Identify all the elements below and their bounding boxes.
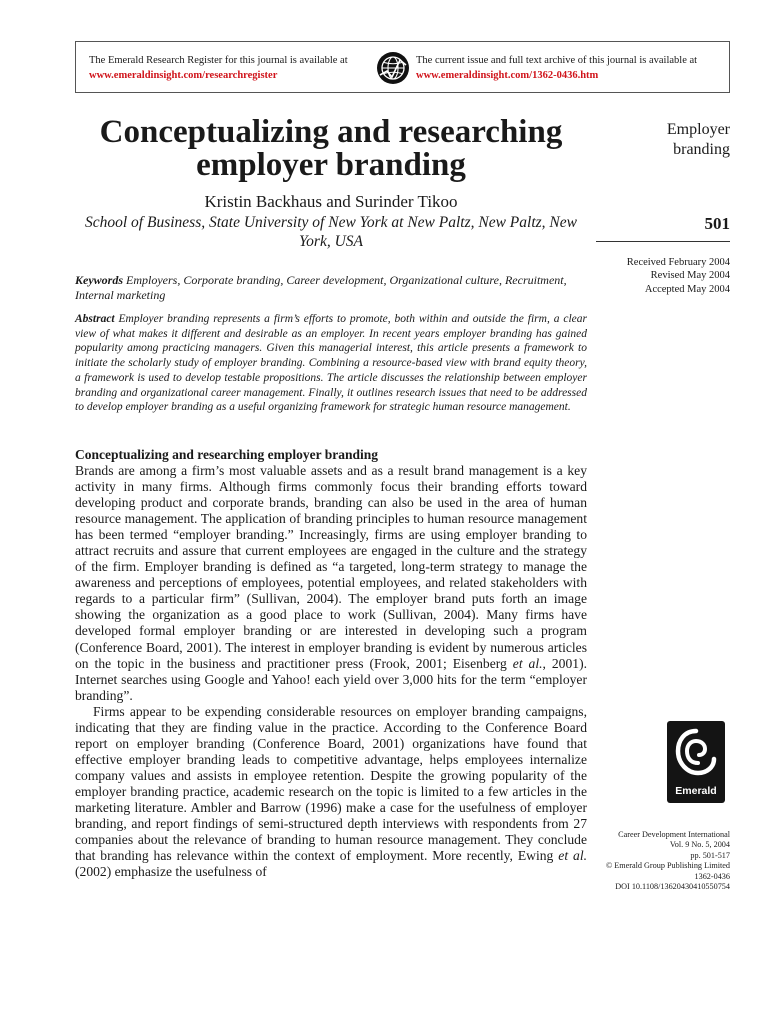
p1-part-a: Brands are among a firm’s most valuable assets and as a result brand management is a key activity in many firms. Although firms commonly focus their branding efforts toward developing product and corporate brands, branding can also be used in the area of human resource management. The application of branding principles to human resource management has been termed “employer branding.” Increasingly, firms are using employer branding to attract recruits and assure that current employees are engaged in the culture and the strategy of the firm. Employer branding is defined as “a targeted, long-term strategy to manage the awareness and perceptions of employees, potential employees, and related stakeholders with regards to a particular firm” (Sullivan, 2004). The employer brand puts forth an image showing the organization as a good place to work (Sullivan, 2004). Many firms have developed formal employer branding or are interested in developing such a program (Conference Board, 2001). The interest in employer branding is evident by numerous articles on the topic in the business and practitioner press (Frook, 2001; Eisenberg [75,463,587,671]
citation-info [606,830,730,892]
revised-date: Revised May 2004 [650,270,730,282]
keywords-block [75,273,587,303]
p1-part-b: , 2001). Internet searches using Google and Yahoo! each yield over 3,000 hits for the term “employer branding”. [75,655,587,703]
globe-icon [376,51,410,85]
section-heading: Conceptualizing and researching employer branding [75,447,379,462]
issue-archive-text: The current issue and full text archive of this journal is available at [416,55,698,66]
research-register-link[interactable]: www.emeraldinsight.com/researchregister [89,70,278,81]
emerald-swirl-icon [675,727,717,783]
journal-name: Career Development International [618,830,730,839]
p2-part-b: (2002) emphasize the usefulness of [75,864,267,880]
paragraph-1 [75,463,587,704]
keywords-text: Employers, Corporate branding, Career development, Organizational culture, Recruitment, Internal marketing [75,273,567,302]
paragraph-2 [75,704,587,881]
issue-archive-notice [416,53,697,83]
emerald-logo-text: Emerald [675,785,717,797]
issn: 1362-0436 [694,871,730,881]
article-authors: Kristin Backhaus and Surinder Tikoo [204,192,458,211]
research-register-text: The Emerald Research Register for this journal is available at [89,55,348,66]
research-register-notice [89,53,348,83]
abstract-block [75,312,587,415]
sidebar-divider [596,241,730,242]
accepted-date: Accepted May 2004 [644,283,730,295]
author-affiliation: School of Business, State University of New York at New Paltz, New Paltz, New York, USA [85,214,577,250]
abstract-label: Abstract [75,313,115,325]
copyright: © Emerald Group Publishing Limited [605,861,730,871]
doi: DOI 10.1108/13620430410550754 [615,882,730,892]
received-date: Received February 2004 [626,257,730,268]
running-title [667,120,730,160]
p2-etal: et al. [558,848,587,864]
running-title-line1: Employer [666,121,730,138]
p2-part-a: Firms appear to be expending considerable resources on employer branding campaigns, indicating that they are finding value in the practice. According to the Conference Board report on employer branding (Conference Board, 2001) organizations have found that effective employer branding leads to competitive advantage, helps employees internalize company values and assists in employee retention. Despite the growing popularity of the employer branding practice, academic research on the topic is limited to a few articles in the marketing literature. Ambler and Barrow (1996) make a case for the usefulness of employer branding, and report findings of semi-structured depth interviews with respondents from 27 companies about the relevance of branding to human resource management. They conclude that branding has relevance within the context of employment. More recently, Ewing [75,703,587,864]
keywords-label: Keywords [75,273,123,287]
article-title: Conceptualizing and researching employer branding [99,114,563,183]
emerald-logo [667,721,725,803]
page-number: 501 [704,214,730,233]
body-text [75,463,587,880]
page-range: pp. 501-517 [690,850,730,860]
issue-archive-link[interactable]: www.emeraldinsight.com/1362-0436.htm [416,70,599,81]
access-info-box [75,41,730,93]
abstract-text: Employer branding represents a firm’s efforts to promote, both within and outside the firm, a clear view of what makes it different and desirable as an employer. In recent years employer branding has gained popularity among practicing managers. Given this managerial interest, this article presents a framework to initiate the scholarly study of employer branding. Combining a resource-based view with brand equity theory, a framework is used to develop testable propositions. The article discusses the relationship between employer branding and organizational career management. Finally, it outlines research issues that need to be addressed to develop employer branding as a useful organizing framework for strategic human resource management. [75,313,588,414]
p1-etal: et al. [512,655,543,671]
running-title-line2: branding [673,141,730,158]
submission-dates [627,256,730,296]
volume-info: Vol. 9 No. 5, 2004 [669,840,730,850]
